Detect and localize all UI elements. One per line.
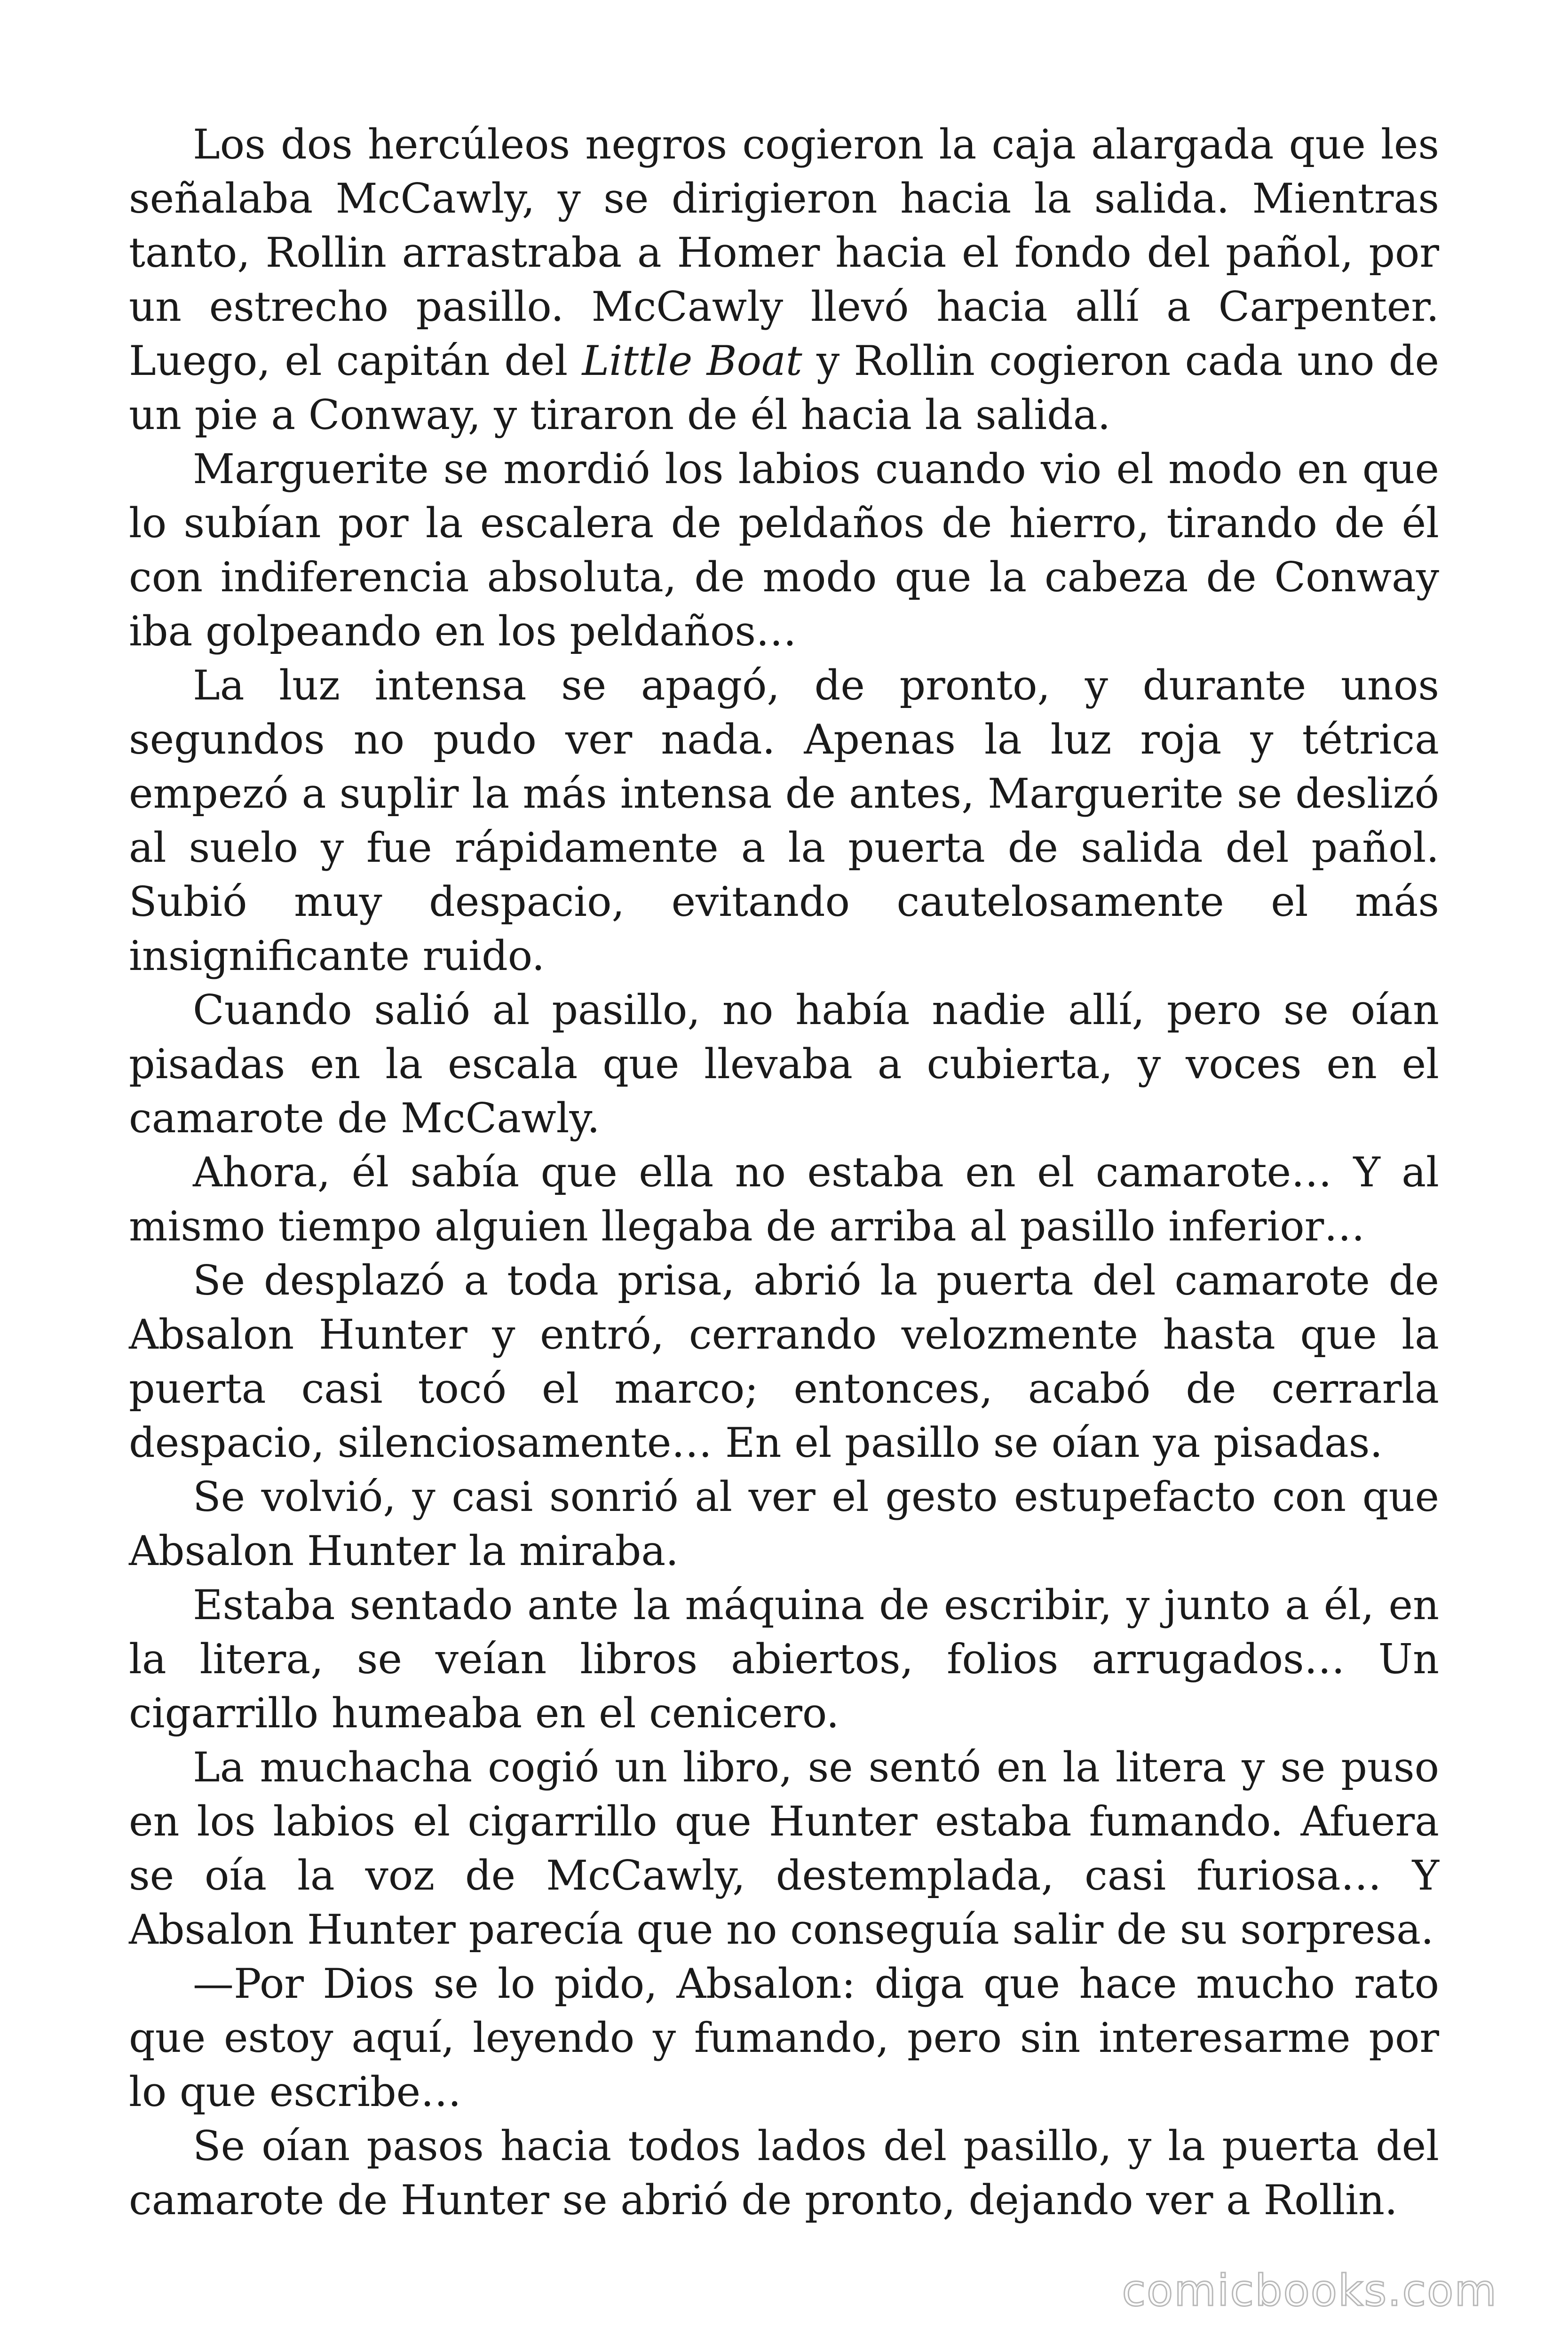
paragraph-10 <box>129 1957 1439 2119</box>
paragraph-8 <box>129 1578 1439 1740</box>
paragraph-1 <box>129 118 1439 442</box>
paragraph-3 <box>129 659 1439 983</box>
text-run: Se desplazó a toda prisa, abrió la puerta del camarote de Absalon Hunter y entró, cerrando velozmente hasta que la puerta casi tocó el marco; entonces, acabó de cerrarla despacio, silenciosamente… En el pasillo se oían ya pisadas. <box>129 1256 1439 1467</box>
text-run: y Rollin cogieron cada uno de un pie a Conway, y tiraron de él hacia la salida. <box>129 337 1439 439</box>
text-run: Se volvió, y casi sonrió al ver el gesto estupefacto con que Absalon Hunter la miraba. <box>129 1473 1439 1575</box>
paragraph-7 <box>129 1470 1439 1578</box>
paragraph-11 <box>129 2119 1439 2227</box>
text-run: La luz intensa se apagó, de pronto, y durante unos segundos no pudo ver nada. Apenas la luz roja y tétrica empezó a suplir la más intensa de antes, Marguerite se deslizó al suelo y fue rápidamente a la puerta de salida del pañol. Subió muy despacio, evitando cautelosamente el más insignificante ruido. <box>129 661 1439 980</box>
paragraph-4 <box>129 983 1439 1145</box>
ship-name-italic: Little Boat <box>582 337 802 385</box>
page-body <box>129 118 1439 2227</box>
text-run: Cuando salió al pasillo, no había nadie allí, pero se oían pisadas en la escala que llevaba a cubierta, y voces en el camarote de McCawly. <box>129 986 1439 1142</box>
text-run: Estaba sentado ante la máquina de escribir, y junto a él, en la litera, se veían libros abiertos, folios arrugados… Un cigarrillo humeaba en el cenicero. <box>129 1581 1439 1737</box>
text-run: Se oían pasos hacia todos lados del pasillo, y la puerta del camarote de Hunter se abrió de pronto, dejando ver a Rollin. <box>129 2122 1439 2224</box>
text-run: —Por Dios se lo pido, Absalon: diga que hace mucho rato que estoy aquí, leyendo y fumando, pero sin interesarme por lo que escribe… <box>129 1960 1439 2116</box>
watermark-text: comicbooks.com <box>1122 2265 1497 2316</box>
paragraph-2 <box>129 442 1439 659</box>
text-run: Los dos hercúleos negros cogieron la caja alargada que les señalaba McCawly, y se dirigieron hacia la salida. Mientras tanto, Rollin arrastraba a Homer hacia el fondo del pañol, por un estrecho pasillo. McCawly llevó hacia allí a Carpenter. Luego, el capitán del <box>129 120 1439 385</box>
paragraph-9 <box>129 1740 1439 1957</box>
paragraph-6 <box>129 1254 1439 1470</box>
paragraph-5 <box>129 1145 1439 1254</box>
text-run: Ahora, él sabía que ella no estaba en el camarote… Y al mismo tiempo alguien llegaba de arriba al pasillo inferior… <box>129 1148 1439 1250</box>
text-run: Marguerite se mordió los labios cuando vio el modo en que lo subían por la escalera de peldaños de hierro, tirando de él con indiferencia absoluta, de modo que la cabeza de Conway iba golpeando en los peldaños… <box>129 445 1439 655</box>
text-run: La muchacha cogió un libro, se sentó en la litera y se puso en los labios el cigarrillo que Hunter estaba fumando. Afuera se oía la voz de McCawly, destemplada, casi furiosa… Y Absalon Hunter parecía que no conseguía salir de su sorpresa. <box>129 1743 1439 1954</box>
